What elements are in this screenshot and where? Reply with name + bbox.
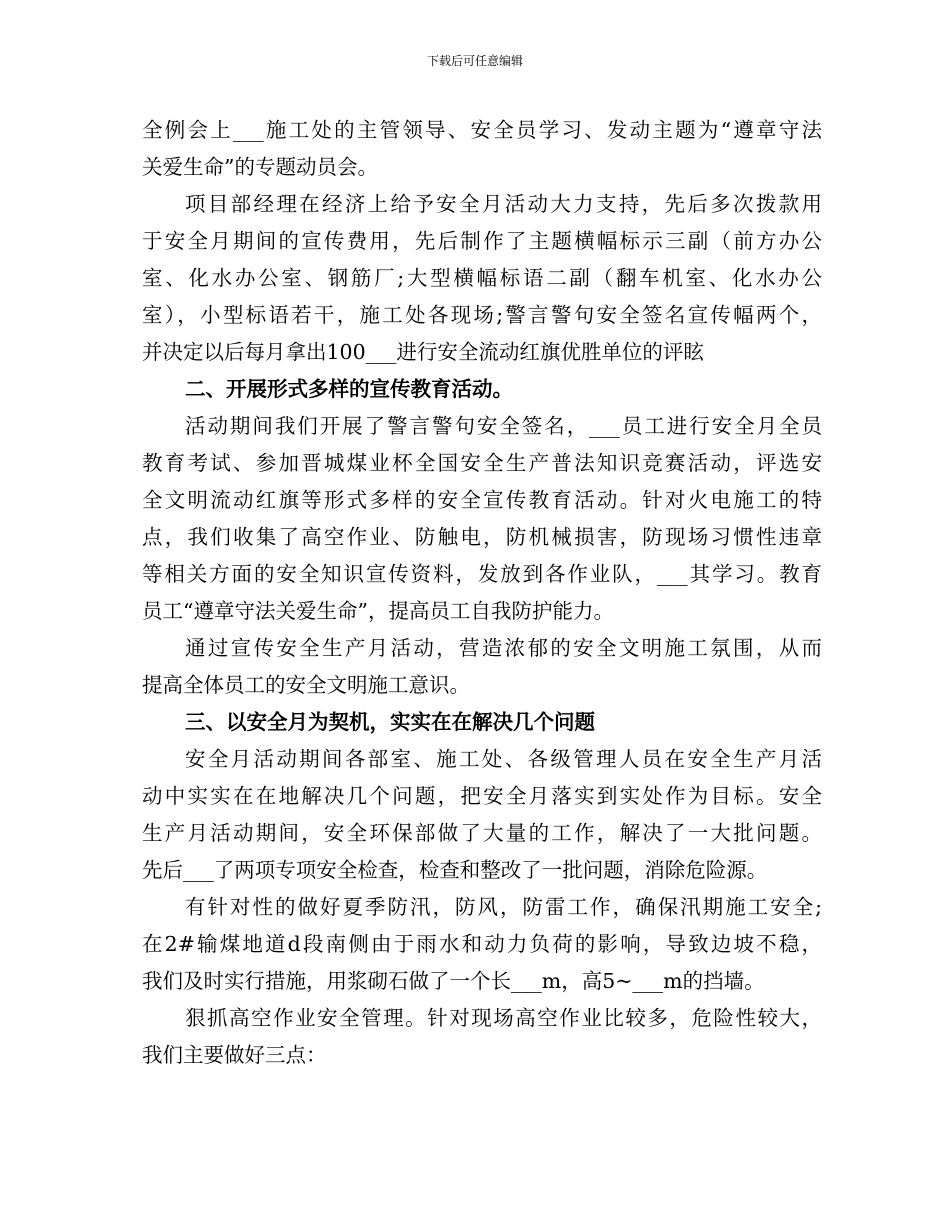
text-line: 我们及时实行措施，用浆砌石做了一个长___m，高5~___m的挡墙。: [142, 969, 765, 993]
text-line: 动中实实在在地解决几个问题，把安全月落实到实处作为目标。安全: [142, 784, 822, 808]
text-line: 先后___了两项专项安全检查，检查和整改了一批问题，消除危险源。: [142, 858, 768, 882]
text-line: 生产月活动期间，安全环保部做了大量的工作，解决了一大批问题。: [142, 821, 822, 845]
section-heading: 三、以安全月为契机，实实在在解决几个问题: [185, 710, 595, 734]
text-line: 室、化水办公室、钢筋厂;大型横幅标语二副（翻车机室、化水办公: [142, 266, 822, 290]
text-line: 员工“遵章守法关爱生命”，提高员工自我防护能力。: [142, 599, 614, 623]
text-line: 于安全月期间的宣传费用，先后制作了主题横幅标示三副（前方办公: [142, 229, 822, 253]
page-header: 下载后可任意编辑: [426, 54, 523, 68]
text-line: 通过宣传安全生产月活动，营造浓郁的安全文明施工氛围，从而: [185, 636, 822, 660]
text-line: 项目部经理在经济上给予安全月活动大力支持，先后多次拨款用: [185, 192, 822, 216]
text-line: 在2#输煤地道d段南侧由于雨水和动力负荷的影响，导致边坡不稳，: [142, 932, 822, 956]
text-line: 全文明流动红旗等形式多样的安全宣传教育活动。针对火电施工的特: [142, 488, 822, 512]
text-line: 等相关方面的安全知识宣传资料，发放到各作业队，___其学习。教育: [142, 562, 822, 586]
text-line: 关爱生命”的专题动员会。: [142, 155, 378, 179]
text-line: 提高全体员工的安全文明施工意识。: [142, 673, 470, 697]
text-line: 我们主要做好三点：: [142, 1043, 327, 1067]
document-body: [142, 112, 822, 1074]
text-line: 活动期间我们开展了警言警句安全签名，___员工进行安全月全员: [185, 414, 822, 438]
section-heading: 二、开展形式多样的宣传教育活动。: [185, 377, 513, 401]
text-line: 全例会上___施工处的主管领导、安全员学习、发动主题为“遵章守法: [142, 118, 822, 142]
text-line: 室），小型标语若干，施工处各现场;警言警句安全签名宣传幅两个，: [142, 303, 822, 327]
text-line: 教育考试、参加晋城煤业杯全国安全生产普法知识竞赛活动，评选安: [142, 451, 822, 475]
text-line: 并决定以后每月拿出100___进行安全流动红旗优胜单位的评眩: [142, 340, 704, 364]
text-line: 点，我们收集了高空作业、防触电，防机械损害，防现场习惯性违章: [142, 525, 822, 549]
text-line: 有针对性的做好夏季防汛，防风，防雷工作，确保汛期施工安全;: [185, 895, 822, 919]
text-line: 狠抓高空作业安全管理。针对现场高空作业比较多，危险性较大，: [185, 1006, 822, 1030]
text-line: 安全月活动期间各部室、施工处、各级管理人员在安全生产月活: [185, 747, 822, 771]
